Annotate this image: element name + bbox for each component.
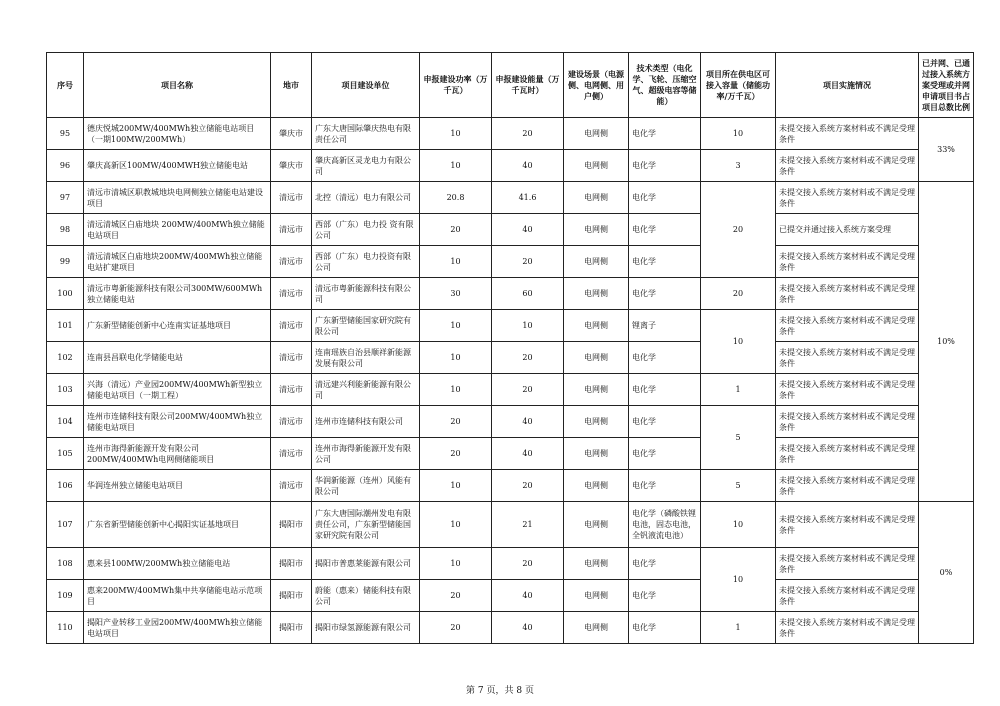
cell-name: 广东新型储能创新中心连南实证基地项目: [84, 310, 271, 342]
cell-tech: 电化学: [629, 612, 701, 644]
cell-capacity: 20: [701, 278, 776, 310]
cell-energy: 40: [492, 406, 564, 438]
cell-name: 广东省新型储能创新中心揭阳实证基地项目: [84, 502, 271, 548]
cell-capacity: 1: [701, 612, 776, 644]
table-row: [47, 214, 974, 246]
cell-scene: 电网侧: [564, 214, 629, 246]
cell-power: 10: [420, 502, 492, 548]
cell-seq: 100: [47, 278, 84, 310]
cell-tech: 电化学: [629, 118, 701, 150]
cell-energy: 40: [492, 438, 564, 470]
cell-power: 20: [420, 438, 492, 470]
cell-energy: 20: [492, 470, 564, 502]
cell-capacity: 20: [701, 182, 776, 278]
cell-status: 未提交接入系统方案材料或不满足受理条件: [776, 470, 919, 502]
cell-status: 未提交接入系统方案材料或不满足受理条件: [776, 246, 919, 278]
table-row: [47, 278, 974, 310]
table-row: [47, 182, 974, 214]
cell-city: 清远市: [271, 342, 312, 374]
cell-scene: 电网侧: [564, 548, 629, 580]
cell-seq: 109: [47, 580, 84, 612]
cell-city: 肇庆市: [271, 150, 312, 182]
cell-scene: 电网侧: [564, 342, 629, 374]
cell-status: 未提交接入系统方案材料或不满足受理条件: [776, 374, 919, 406]
cell-unit: 清远建兴利能新能源有限公司: [312, 374, 420, 406]
cell-power: 20: [420, 580, 492, 612]
cell-name: 华润连州独立储能电站项目: [84, 470, 271, 502]
cell-energy: 40: [492, 150, 564, 182]
cell-scene: 电网侧: [564, 246, 629, 278]
table-row: [47, 438, 974, 470]
cell-name: 兴海（清远）产业园200MW/400MWh新型独立储能电站项目（一期工程）: [84, 374, 271, 406]
cell-power: 20: [420, 214, 492, 246]
cell-energy: 60: [492, 278, 564, 310]
cell-status: 未提交接入系统方案材料或不满足受理条件: [776, 548, 919, 580]
cell-energy: 40: [492, 580, 564, 612]
cell-city: 清远市: [271, 438, 312, 470]
cell-city: 清远市: [271, 406, 312, 438]
cell-city: 揭阳市: [271, 548, 312, 580]
cell-capacity: 10: [701, 548, 776, 612]
cell-name: 连州市连储科技有限公司200MW/400MWh独立储能电站项目: [84, 406, 271, 438]
page-footer: 第 7 页，共 8 页: [466, 686, 534, 696]
cell-energy: 10: [492, 310, 564, 342]
cell-ratio: 10%: [919, 182, 974, 502]
cell-power: 10: [420, 548, 492, 580]
cell-city: 清远市: [271, 310, 312, 342]
header-energy: 申报建设能量（万千瓦时）: [492, 53, 564, 118]
cell-tech: 电化学: [629, 406, 701, 438]
cell-seq: 106: [47, 470, 84, 502]
cell-tech: 电化学: [629, 182, 701, 214]
cell-seq: 96: [47, 150, 84, 182]
cell-city: 清远市: [271, 246, 312, 278]
cell-city: 清远市: [271, 182, 312, 214]
cell-unit: 揭阳市普惠莱能源有限公司: [312, 548, 420, 580]
cell-status: 未提交接入系统方案材料或不满足受理条件: [776, 406, 919, 438]
cell-capacity: 10: [701, 502, 776, 548]
table-row: [47, 580, 974, 612]
header-scene: 建设场景（电源侧、电网侧、用户侧）: [564, 53, 629, 118]
cell-power: 30: [420, 278, 492, 310]
cell-tech: 电化学: [629, 374, 701, 406]
cell-city: 肇庆市: [271, 118, 312, 150]
cell-status: 未提交接入系统方案材料或不满足受理条件: [776, 580, 919, 612]
cell-status: 未提交接入系统方案材料或不满足受理条件: [776, 342, 919, 374]
cell-status: 未提交接入系统方案材料或不满足受理条件: [776, 182, 919, 214]
table-row: [47, 374, 974, 406]
cell-unit: 蔚能（惠来）储能科技有限公司: [312, 580, 420, 612]
cell-energy: 20: [492, 246, 564, 278]
table-row: [47, 548, 974, 580]
table-row: [47, 342, 974, 374]
cell-scene: 电网侧: [564, 182, 629, 214]
cell-power: 20: [420, 406, 492, 438]
cell-name: 清远市清城区职教城地块电网侧独立储能电站建设项目: [84, 182, 271, 214]
cell-unit: 广东大唐国际肇庆热电有限责任公司: [312, 118, 420, 150]
cell-city: 揭阳市: [271, 502, 312, 548]
cell-tech: 电化学: [629, 548, 701, 580]
cell-seq: 101: [47, 310, 84, 342]
cell-unit: 西部（广东）电力投资有限公司: [312, 246, 420, 278]
header-name: 项目名称: [84, 53, 271, 118]
cell-name: 肇庆高新区100MW/400MWH独立储能电站: [84, 150, 271, 182]
cell-power: 10: [420, 246, 492, 278]
cell-scene: 电网侧: [564, 374, 629, 406]
cell-unit: 连州市海得新能源开发有限公司: [312, 438, 420, 470]
cell-city: 清远市: [271, 374, 312, 406]
table-row: [47, 310, 974, 342]
cell-power: 10: [420, 150, 492, 182]
cell-power: 10: [420, 310, 492, 342]
cell-scene: 电网侧: [564, 580, 629, 612]
cell-power: 10: [420, 118, 492, 150]
cell-name: 惠来县100MW/200MWh独立储能电站: [84, 548, 271, 580]
cell-seq: 103: [47, 374, 84, 406]
cell-name: 德庆悦城200MW/400MWh独立储能电站项目（一期100MW/200MWh）: [84, 118, 271, 150]
cell-seq: 98: [47, 214, 84, 246]
cell-capacity: 1: [701, 374, 776, 406]
cell-unit: 连州市连储科技有限公司: [312, 406, 420, 438]
cell-city: 揭阳市: [271, 580, 312, 612]
cell-city: 清远市: [271, 214, 312, 246]
cell-city: 清远市: [271, 470, 312, 502]
cell-scene: 电网侧: [564, 438, 629, 470]
cell-seq: 102: [47, 342, 84, 374]
cell-tech: 电化学: [629, 214, 701, 246]
cell-power: 20.8: [420, 182, 492, 214]
cell-unit: 肇庆高新区灵龙电力有限公司: [312, 150, 420, 182]
cell-tech: 电化学: [629, 470, 701, 502]
table-row: [47, 118, 974, 150]
cell-scene: 电网侧: [564, 278, 629, 310]
cell-scene: 电网侧: [564, 406, 629, 438]
cell-unit: 北控（清远）电力有限公司: [312, 182, 420, 214]
table-row: [47, 502, 974, 548]
cell-seq: 95: [47, 118, 84, 150]
cell-unit: 广东新型储能国家研究院有限公司: [312, 310, 420, 342]
cell-energy: 20: [492, 118, 564, 150]
cell-tech: 锂离子: [629, 310, 701, 342]
header-unit: 项目建设单位: [312, 53, 420, 118]
cell-capacity: 5: [701, 406, 776, 470]
cell-scene: 电网侧: [564, 612, 629, 644]
header-capacity: 项目所在供电区可接入容量（储能功率/万千瓦）: [701, 53, 776, 118]
table-row: [47, 406, 974, 438]
cell-unit: 华润新能源（连州）风能有限公司: [312, 470, 420, 502]
cell-seq: 97: [47, 182, 84, 214]
cell-tech: 电化学: [629, 150, 701, 182]
cell-scene: 电网侧: [564, 118, 629, 150]
cell-scene: 电网侧: [564, 310, 629, 342]
header-tech: 技术类型（电化学、飞轮、压缩空气、超级电容等储能）: [629, 53, 701, 118]
cell-capacity: 10: [701, 118, 776, 150]
cell-status: 未提交接入系统方案材料或不满足受理条件: [776, 438, 919, 470]
cell-tech: 电化学（磷酸铁锂电池，固态电池，全钒液流电池）: [629, 502, 701, 548]
project-table: [46, 52, 974, 644]
cell-name: 连南县昌联电化学储能电站: [84, 342, 271, 374]
cell-status: 已提交并通过接入系统方案受理: [776, 214, 919, 246]
cell-tech: 电化学: [629, 342, 701, 374]
table-row: [47, 246, 974, 278]
cell-name: 揭阳产业转移工业园200MW/400MWh独立储能电站项目: [84, 612, 271, 644]
header-row: [47, 53, 974, 118]
cell-name: 清远清城区白庙地块200MW/400MWh独立储能电站扩建项目: [84, 246, 271, 278]
cell-ratio: 0%: [919, 502, 974, 644]
cell-unit: 清远市粤新能源科技有限公司: [312, 278, 420, 310]
cell-status: 未提交接入系统方案材料或不满足受理条件: [776, 150, 919, 182]
table-row: [47, 470, 974, 502]
cell-energy: 21: [492, 502, 564, 548]
cell-seq: 99: [47, 246, 84, 278]
cell-status: 未提交接入系统方案材料或不满足受理条件: [776, 612, 919, 644]
header-status: 项目实施情况: [776, 53, 919, 118]
cell-name: 惠来200MW/400MWh集中共享储能电站示范项目: [84, 580, 271, 612]
cell-seq: 105: [47, 438, 84, 470]
cell-seq: 108: [47, 548, 84, 580]
cell-status: 未提交接入系统方案材料或不满足受理条件: [776, 278, 919, 310]
cell-tech: 电化学: [629, 246, 701, 278]
header-city: 地市: [271, 53, 312, 118]
cell-energy: 40: [492, 612, 564, 644]
cell-unit: 揭阳市绿氢源能源有限公司: [312, 612, 420, 644]
cell-scene: 电网侧: [564, 470, 629, 502]
header-ratio: 已并网、已通过接入系统方案受理或并网申请项目书占项目总数比例: [919, 53, 974, 118]
header-power: 申报建设功率（万千瓦）: [420, 53, 492, 118]
cell-capacity: 10: [701, 310, 776, 374]
cell-tech: 电化学: [629, 278, 701, 310]
cell-seq: 107: [47, 502, 84, 548]
cell-power: 10: [420, 374, 492, 406]
cell-tech: 电化学: [629, 580, 701, 612]
cell-unit: 连南瑶族自治县顺祥新能源发展有限公司: [312, 342, 420, 374]
cell-status: 未提交接入系统方案材料或不满足受理条件: [776, 310, 919, 342]
cell-seq: 104: [47, 406, 84, 438]
cell-city: 清远市: [271, 278, 312, 310]
cell-name: 清远清城区白庙地块 200MW/400MWh独立储能电站项目: [84, 214, 271, 246]
cell-energy: 41.6: [492, 182, 564, 214]
cell-capacity: 5: [701, 470, 776, 502]
header-seq: 序号: [47, 53, 84, 118]
cell-status: 未提交接入系统方案材料或不满足受理条件: [776, 502, 919, 548]
cell-status: 未提交接入系统方案材料或不满足受理条件: [776, 118, 919, 150]
cell-energy: 20: [492, 548, 564, 580]
cell-unit: 广东大唐国际潮州发电有限责任公司，广东新型储能国家研究院有限公司: [312, 502, 420, 548]
cell-name: 清远市粤新能源科技有限公司300MW/600MWh独立储能电站: [84, 278, 271, 310]
cell-power: 10: [420, 470, 492, 502]
cell-power: 20: [420, 612, 492, 644]
cell-power: 10: [420, 342, 492, 374]
cell-ratio: 33%: [919, 118, 974, 182]
cell-seq: 110: [47, 612, 84, 644]
cell-tech: 电化学: [629, 438, 701, 470]
cell-scene: 电网侧: [564, 502, 629, 548]
cell-energy: 40: [492, 214, 564, 246]
table-row: [47, 150, 974, 182]
cell-energy: 20: [492, 374, 564, 406]
cell-scene: 电网侧: [564, 150, 629, 182]
table-row: [47, 612, 974, 644]
cell-unit: 西部（广东）电力投 资有限公司: [312, 214, 420, 246]
cell-city: 揭阳市: [271, 612, 312, 644]
cell-name: 连州市海得新能源开发有限公司200MW/400MWh电网侧储能项目: [84, 438, 271, 470]
cell-capacity: 3: [701, 150, 776, 182]
cell-energy: 20: [492, 342, 564, 374]
